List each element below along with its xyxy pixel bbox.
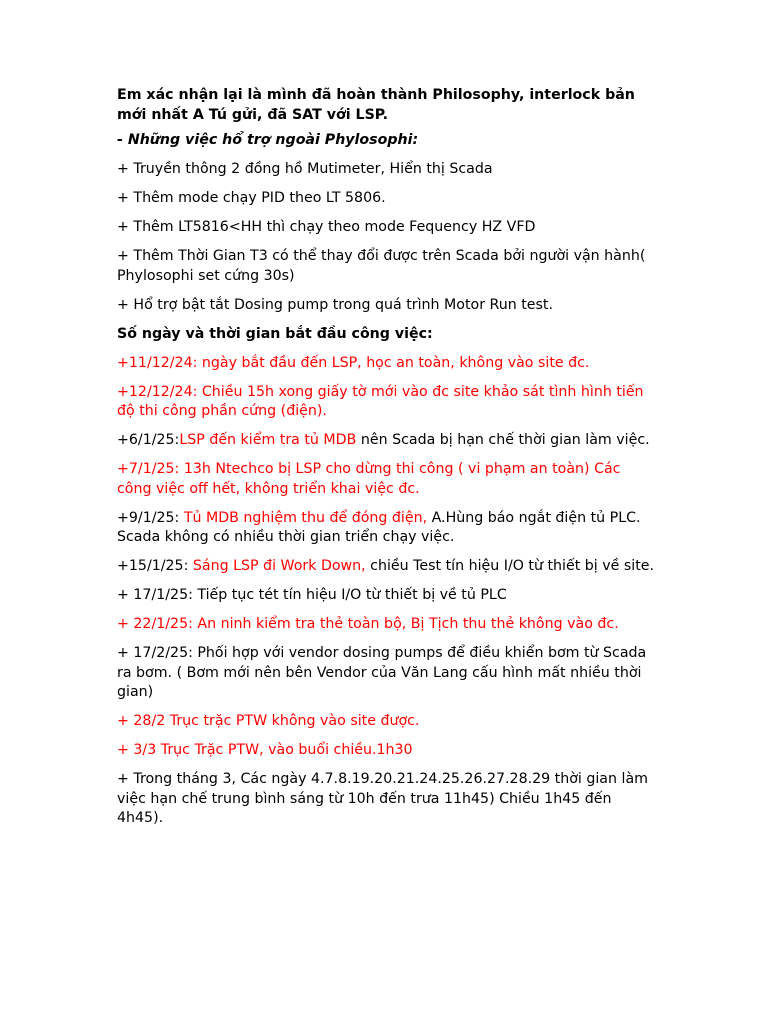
entry-text: A.Hùng báo ngắt điện tủ PLC. Scada không có nhiều thời gian triển chạy việc.: [117, 509, 641, 545]
timeline-heading: Số ngày và thời gian bắt đầu công việc:: [117, 325, 433, 342]
entry-text: chiều Test tín hiệu I/O từ thiết bị về site.: [365, 558, 654, 574]
support-item: + Thêm mode chạy PID theo LT 5806.: [117, 190, 386, 206]
timeline-entry: + 3/3 Trục Trặc PTW, vào buổi chiều.1h30: [117, 742, 413, 758]
support-item: + Hổ trợ bật tắt Dosing pump trong quá trình Motor Run test.: [117, 296, 554, 313]
support-item: + Truyền thông 2 đồng hồ Mutimeter, Hiển thị Scada: [117, 161, 493, 177]
timeline-entry: [117, 557, 657, 577]
timeline-entry: +12/12/24: Chiều 15h xong giấy tờ mới vào đc site khảo sát tình hình tiến độ thi công phần cứng (điện).: [117, 383, 644, 419]
timeline-entry: + 28/2 Trục trặc PTW không vào site được.: [117, 713, 420, 729]
entry-highlight: LSP đến kiểm tra tủ MDB: [179, 432, 357, 448]
timeline-entry: +11/12/24: ngày bắt đầu đến LSP, học an toàn, không vào site đc.: [117, 354, 590, 371]
entry-date: +15/1/25:: [117, 558, 193, 574]
timeline-entry: [117, 431, 657, 451]
timeline-entry: + 17/1/25: Tiếp tục tét tín hiệu I/O từ thiết bị về tủ PLC: [117, 587, 507, 603]
timeline-entry: + 17/2/25: Phối hợp với vendor dosing pumps để điều khiển bơm từ Scada ra bơm. ( Bơm mới nên bên Vendor của Văn Lang cấu hình mất nhiều thời gian): [117, 645, 647, 700]
intro-paragraph: Em xác nhận lại là mình đã hoàn thành Philosophy, interlock bản mới nhất A Tú gửi, đã SAT với LSP.: [117, 87, 635, 123]
entry-highlight: Tủ MDB nghiệm thu để đóng điện,: [183, 509, 428, 526]
timeline-entry: + Trong tháng 3, Các ngày 4.7.8.19.20.21.24.25.26.27.28.29 thời gian làm việc hạn chế trung bình sáng từ 10h đến trưa 11h45) Chiều 1h45 đến 4h45).: [117, 771, 648, 826]
support-item: + Thêm Thời Gian T3 có thể thay đổi được trên Scada bởi người vận hành( Phylosophi set cứng 30s): [117, 248, 646, 284]
timeline-entry: +7/1/25: 13h Ntechco bị LSP cho dừng thi công ( vi phạm an toàn) Các công việc off hết, không triển khai việc đc.: [117, 461, 621, 497]
support-item: + Thêm LT5816<HH thì chạy theo mode Fequency HZ VFD: [117, 219, 536, 235]
entry-date: +9/1/25:: [117, 509, 184, 526]
entry-text: nên Scada bị hạn chế thời gian làm việc.: [356, 432, 650, 448]
support-heading: - Những việc hổ trợ ngoài Phylosophi:: [117, 132, 419, 148]
timeline-entry: [117, 509, 657, 548]
entry-highlight: Sáng LSP đi Work Down,: [192, 558, 366, 574]
document-body: [117, 86, 657, 838]
entry-date: +6/1/25:: [117, 432, 180, 448]
timeline-entry: + 22/1/25: An ninh kiểm tra thẻ toàn bộ, Bị Tịch thu thẻ không vào đc.: [117, 616, 619, 632]
